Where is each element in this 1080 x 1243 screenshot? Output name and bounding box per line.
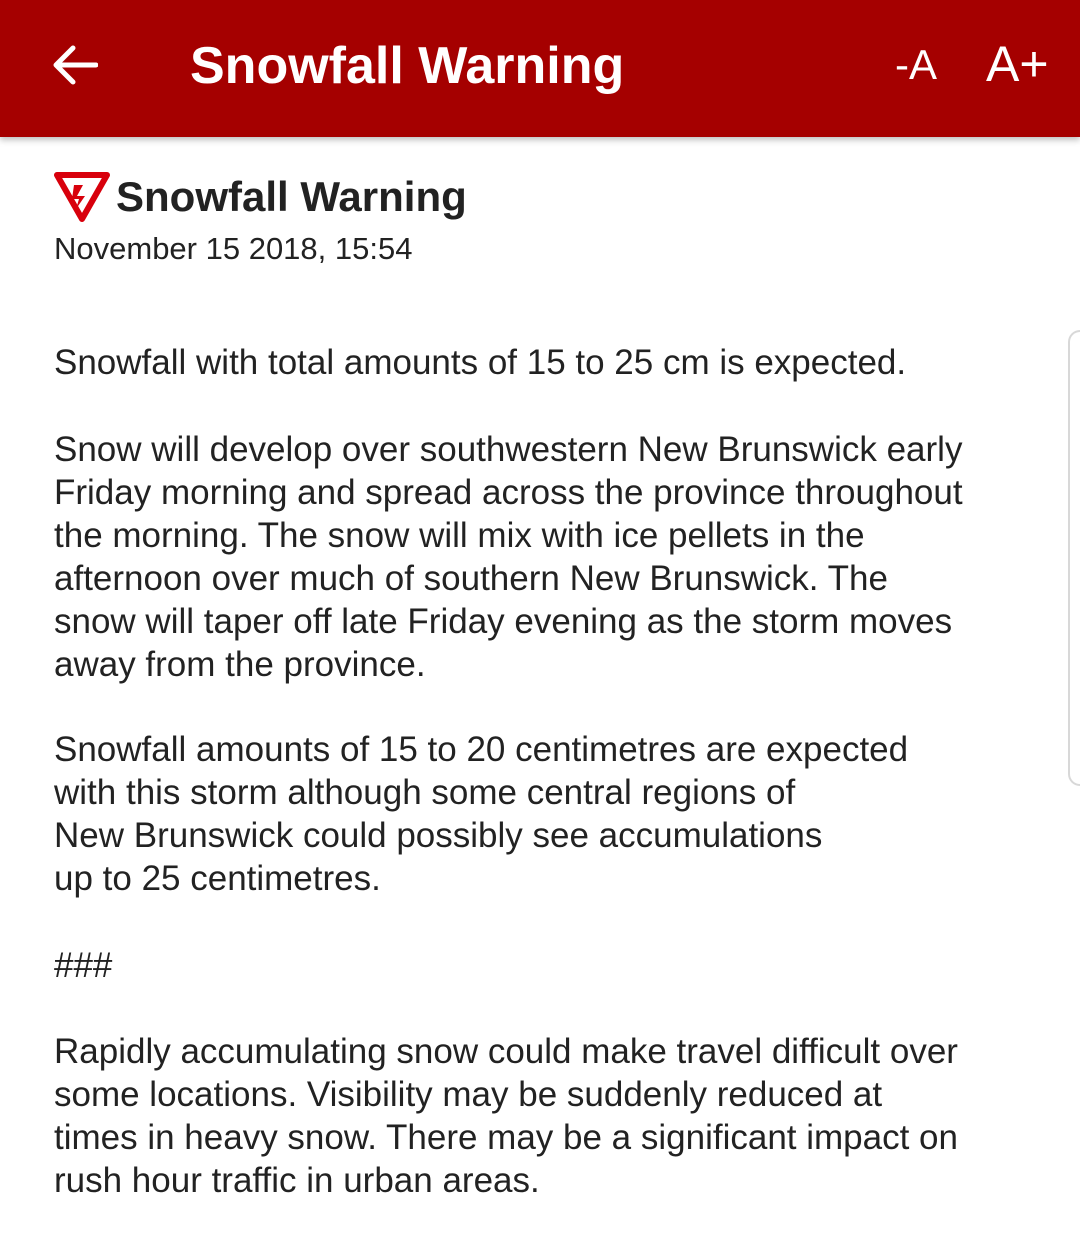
decrease-font-button[interactable]: -A bbox=[895, 41, 937, 88]
text-line: Snowfall with total amounts of 15 to 25 cm is expected. bbox=[54, 343, 907, 382]
alert-paragraph bbox=[54, 341, 1029, 384]
page-title: Snowfall Warning bbox=[190, 37, 625, 95]
alert-date: November 15 2018, 15:54 bbox=[54, 231, 413, 266]
text-line: Friday morning and spread across the province throughout bbox=[54, 473, 963, 512]
text-line: Snowfall amounts of 15 to 20 centimetres are expected bbox=[54, 730, 909, 769]
text-line: some locations. Visibility may be suddenly reduced at bbox=[54, 1075, 883, 1114]
text-line: Rapidly accumulating snow could make travel difficult over bbox=[54, 1032, 958, 1071]
text-line: the morning. The snow will mix with ice pellets in the bbox=[54, 516, 865, 555]
text-line: times in heavy snow. There may be a significant impact on bbox=[54, 1118, 958, 1157]
text-line: New Brunswick could possibly see accumulations bbox=[54, 816, 823, 855]
alert-content bbox=[0, 137, 1080, 1243]
edge-panel-handle[interactable] bbox=[1068, 330, 1080, 786]
alert-paragraph bbox=[54, 1030, 1029, 1202]
alert-paragraph bbox=[54, 944, 1029, 987]
alert-title: Snowfall Warning bbox=[116, 173, 467, 220]
arrow-left-icon bbox=[52, 45, 98, 85]
text-line: with this storm although some central regions of bbox=[54, 773, 796, 812]
text-line: afternoon over much of southern New Brunswick. The bbox=[54, 559, 888, 598]
alert-paragraph bbox=[54, 428, 1029, 686]
text-line: snow will taper off late Friday evening as the storm moves bbox=[54, 602, 953, 641]
alert-header bbox=[54, 171, 467, 223]
text-line: rush hour traffic in urban areas. bbox=[54, 1161, 540, 1200]
text-line: up to 25 centimetres. bbox=[54, 859, 381, 898]
text-line: away from the province. bbox=[54, 645, 426, 684]
alert-paragraph bbox=[54, 728, 1029, 900]
text-line: Snow will develop over southwestern New Brunswick early bbox=[54, 430, 963, 469]
increase-font-button[interactable]: A+ bbox=[986, 36, 1049, 92]
text-line: ### bbox=[54, 946, 113, 985]
app-bar bbox=[0, 0, 1080, 137]
weather-alert-triangle-icon bbox=[54, 171, 110, 223]
back-button[interactable] bbox=[40, 30, 110, 100]
